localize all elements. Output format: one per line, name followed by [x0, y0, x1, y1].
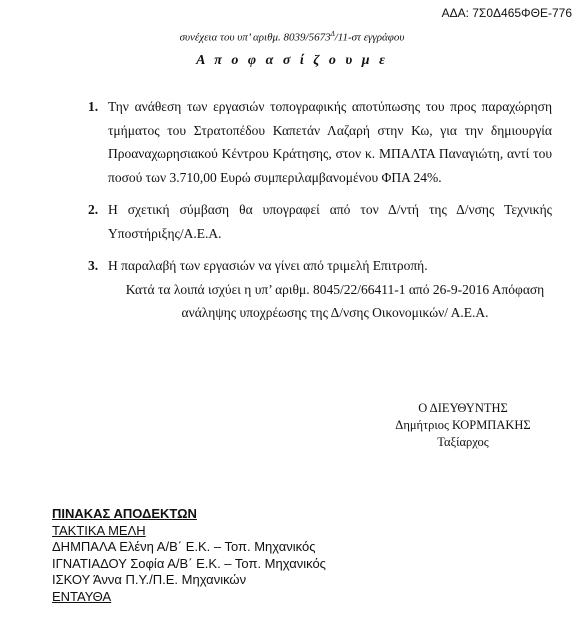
decision-item [88, 95, 552, 189]
recipients-list [52, 506, 326, 605]
continuation-prefix: συνέχεια του υπ’ αριθμ. 8039/5673 [179, 31, 331, 44]
item-text: Η σχετική σύμβαση θα υπογραφεί από τον Δ/ντή της Δ/νσης Τεχνικής Υποστήριξης/Α.Ε.Α. [108, 202, 552, 241]
ada-code: ΑΔΑ: 7Σ0Δ465ΦΘΕ-776 [441, 6, 572, 20]
decision-heading: Α π ο φ α σ ί ζ ο υ μ ε [196, 53, 388, 68]
recipients-title: ΠΙΝΑΚΑΣ ΑΠΟΔΕΚΤΩΝ [52, 506, 197, 521]
continuation-suffix: /11-στ εγγράφου [334, 31, 405, 44]
note-paragraph: Κατά τα λοιπά ισχύει η υπ’ αριθμ. 8045/22/66411-1 από 26-9-2016 Απόφαση ανάληψης υποχρέωσης της Δ/νσης Οικονομικών/ Α.Ε.Α. [125, 281, 545, 320]
item-text: Την ανάθεση των εργασιών τοπογραφικής αποτύπωσης του προς παραχώρηση τμήματος του Στρατοπέδου Καπετάν Λαζαρή στην Κω, για την δημιουργία Προαναχωρησιακού Κέντρου Κράτησης, στον κ. ΜΠΑΛΤΑ Παναγιώτη, αντί του ποσού των 3.710,00 Ευρώ συμπεριλαμβανομένου ΦΠΑ 24%. [108, 99, 552, 185]
item-number: 2. [88, 202, 99, 217]
decision-items [88, 95, 552, 325]
item-text: Η παραλαβή των εργασιών να γίνει από τριμελή Επιτροπή. [108, 258, 428, 273]
recipient-member: ΙΓΝΑΤΙΑΔΟΥ Σοφία Α/Β΄ Ε.Κ. – Τοπ. Μηχανικός [52, 555, 326, 571]
signature-block [383, 400, 543, 451]
recipient-member: ΙΣΚΟΥ Άννα Π.Υ./Π.Ε. Μηχανικών [52, 572, 247, 587]
continuation-line [0, 30, 584, 44]
signature-role: Ο ΔΙΕΥΘΥΝΤΗΣ [418, 401, 508, 415]
item-number: 1. [88, 99, 99, 114]
signature-name: Δημήτριος ΚΟΡΜΠΑΚΗΣ [395, 418, 531, 432]
decision-item [88, 254, 552, 278]
recipients-section-regular: ΤΑΚΤΙΚΑ ΜΕΛΗ [52, 522, 146, 538]
decision-item [88, 198, 552, 245]
signature-rank: Ταξίαρχος [437, 435, 489, 449]
recipients-section-here: ΕΝΤΑΥΘΑ [52, 588, 112, 604]
recipient-member: ΔΗΜΠΑΛΑ Ελένη Α/Β΄ Ε.Κ. – Τοπ. Μηχανικός [52, 539, 316, 554]
item-number: 3. [88, 258, 99, 273]
continuation-superscript: Δ [330, 30, 335, 38]
